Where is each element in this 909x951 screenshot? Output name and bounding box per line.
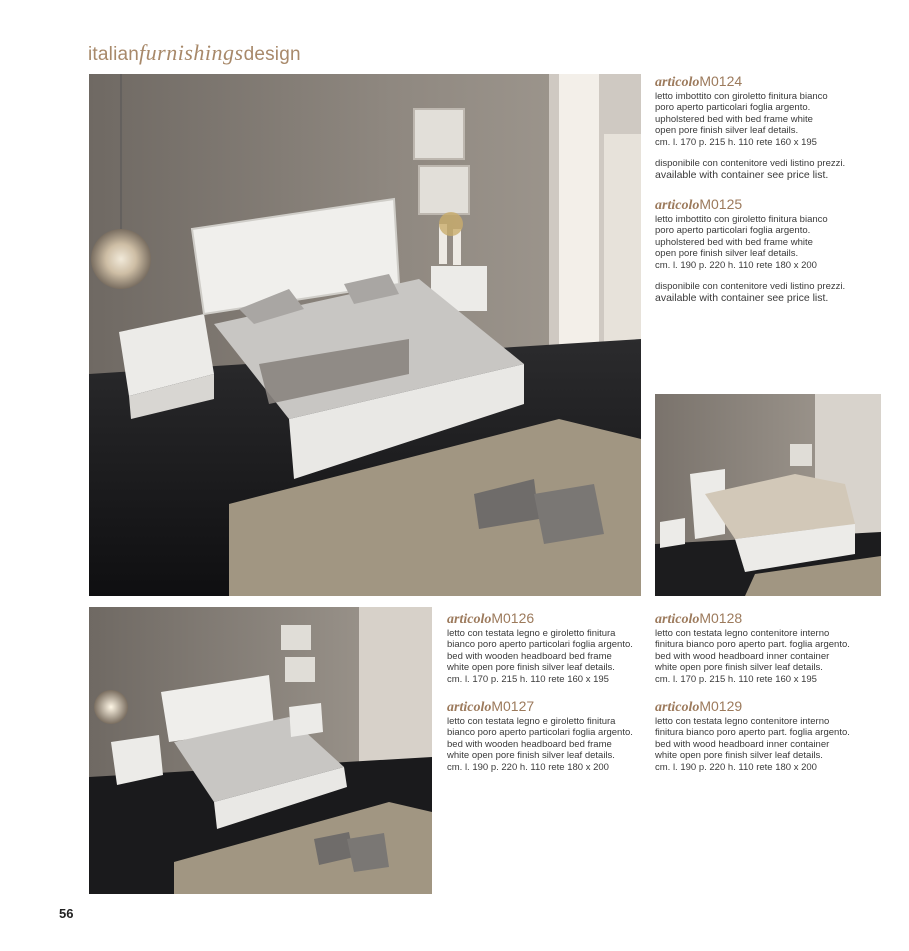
article-m0128 (655, 610, 885, 685)
article-line: letto con testata legno contenitore interno (655, 716, 830, 727)
article-m0129 (655, 698, 885, 773)
article-note-it: disponibile con contenitore vedi listino prezzi. (655, 158, 846, 170)
article-line: open pore finish silver leaf details. (655, 248, 799, 260)
article-line: bed with wooden headboard bed frame (447, 650, 612, 662)
wooden-headboard-bed-photo (89, 607, 432, 894)
article-line: bianco poro aperto particolari foglia argento. (447, 727, 633, 739)
article-note-en: available with container see price list. (655, 169, 829, 182)
article-label: articolo (655, 75, 700, 90)
article-m0126 (447, 610, 677, 685)
storage-bed-photo (655, 394, 881, 596)
article-dimensions: cm. l. 190 p. 220 h. 110 rete 180 x 200 (655, 259, 817, 271)
article-label: articolo (655, 198, 700, 213)
article-code: M0126 (491, 610, 535, 626)
article-heading (655, 698, 885, 716)
article-line: finitura bianco poro aperto part. foglia argento. (655, 639, 850, 651)
brand-word-design: design (243, 44, 301, 65)
article-line: upholstered bed with bed frame white (655, 236, 813, 248)
article-label: articolo (447, 612, 492, 627)
article-heading (447, 698, 677, 716)
main-bedroom-photo (89, 74, 641, 596)
article-line: upholstered bed with bed frame white (655, 113, 813, 125)
article-note-en: available with container see price list. (655, 292, 829, 305)
article-line: letto imbottito con giroletto finitura bianco (655, 91, 828, 102)
article-dimensions: cm. l. 170 p. 215 h. 110 rete 160 x 195 (447, 673, 609, 685)
article-line: letto imbottito con giroletto finitura bianco (655, 214, 828, 225)
brand-header (88, 40, 301, 66)
article-heading (655, 610, 885, 628)
article-code: M0124 (699, 73, 743, 89)
article-line: white open pore finish silver leaf details. (655, 750, 823, 762)
article-m0125 (655, 196, 885, 304)
article-note-it: disponibile con contenitore vedi listino prezzi. (655, 281, 846, 293)
article-line: white open pore finish silver leaf details. (655, 662, 823, 674)
article-line: letto con testata legno contenitore interno (655, 628, 830, 639)
article-line: white open pore finish silver leaf details. (447, 662, 615, 674)
article-dimensions: cm. l. 170 p. 215 h. 110 rete 160 x 195 (655, 136, 817, 148)
article-line: bianco poro aperto particolari foglia argento. (447, 639, 633, 651)
brand-word-furnishings: furnishings (139, 40, 244, 65)
article-label: articolo (447, 700, 492, 715)
article-line: open pore finish silver leaf details. (655, 125, 799, 137)
article-line: poro aperto particolari foglia argento. (655, 102, 811, 114)
article-code: M0127 (491, 698, 535, 714)
article-line: poro aperto particolari foglia argento. (655, 225, 811, 237)
article-line: white open pore finish silver leaf details. (447, 750, 615, 762)
article-line: finitura bianco poro aperto part. foglia argento. (655, 727, 850, 739)
article-dimensions: cm. l. 190 p. 220 h. 110 rete 180 x 200 (447, 761, 609, 773)
article-line: letto con testata legno e giroletto finitura (447, 716, 616, 727)
article-heading (655, 196, 885, 214)
article-code: M0128 (699, 610, 743, 626)
page-number: 56 (59, 906, 74, 921)
article-line: bed with wooden headboard bed frame (447, 738, 612, 750)
article-dimensions: cm. l. 190 p. 220 h. 110 rete 180 x 200 (655, 761, 817, 773)
article-code: M0129 (699, 698, 743, 714)
article-m0124 (655, 73, 885, 181)
brand-word-italian: italian (88, 44, 140, 65)
article-line: letto con testata legno e giroletto finitura (447, 628, 616, 639)
article-dimensions: cm. l. 170 p. 215 h. 110 rete 160 x 195 (655, 673, 817, 685)
article-heading (655, 73, 885, 91)
article-heading (447, 610, 677, 628)
article-m0127 (447, 698, 677, 773)
article-label: articolo (655, 700, 700, 715)
article-line: bed with wood headboard inner container (655, 738, 830, 750)
article-line: bed with wood headboard inner container (655, 650, 830, 662)
article-code: M0125 (699, 196, 743, 212)
article-label: articolo (655, 612, 700, 627)
